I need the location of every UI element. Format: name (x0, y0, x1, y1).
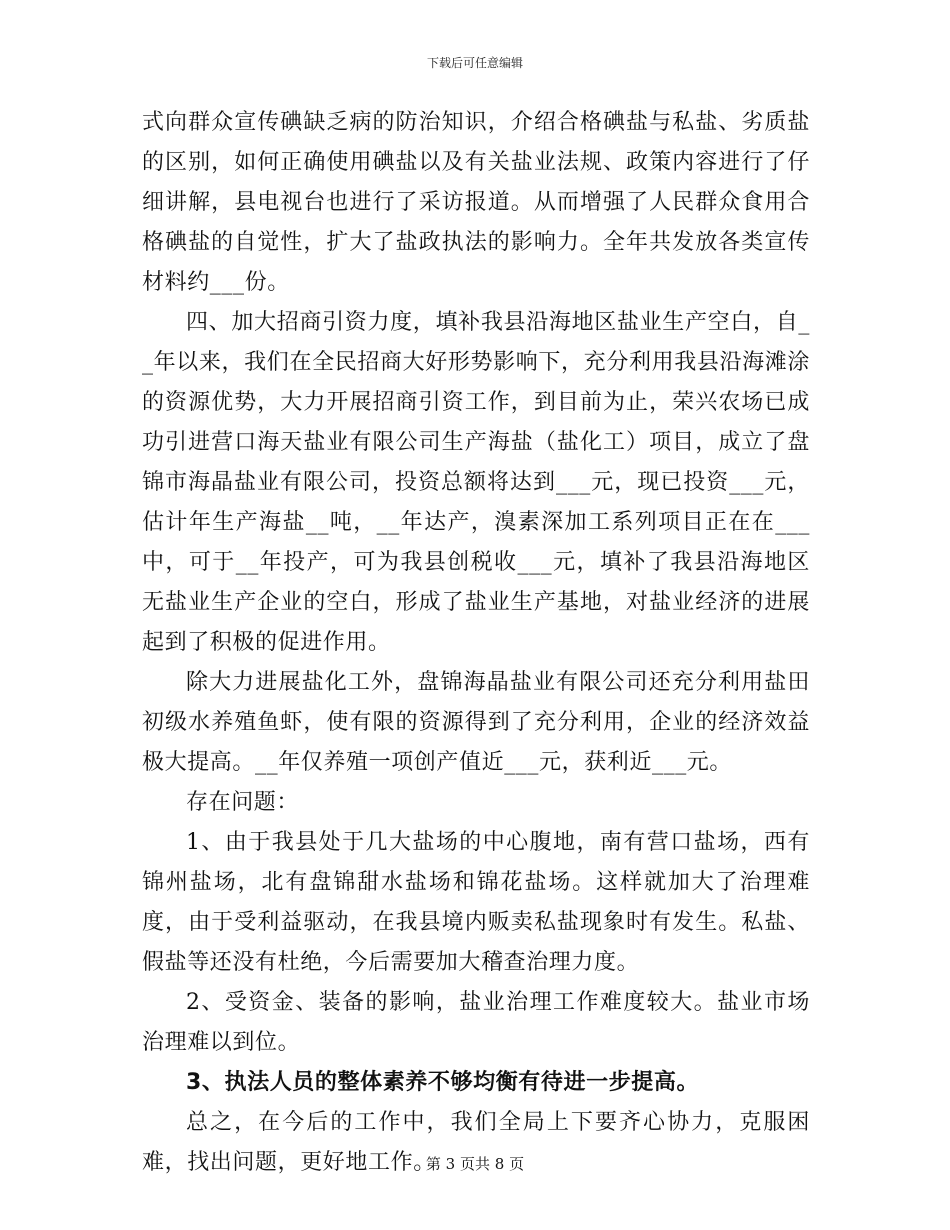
document-body (142, 103, 810, 1183)
page-header: 下载后可任意编辑 (426, 56, 523, 70)
paragraph-section-four: 四、加大招商引资力度，填补我县沿海地区盐业生产空白，自__年以来，我们在全民招商大好形势影响下，充分利用我县沿海滩涂的资源优势，大力开展招商引资工作，到目前为止，荣兴农场已成功引进营口海天盐业有限公司生产海盐（盐化工）项目，成立了盘锦市海晶盐业有限公司，投资总额将达到___元，现已投资___元，估计年生产海盐__吨，__年达产，溴素深加工系列项目正在在___中，可于__年投产，可为我县创税收___元，填补了我县沿海地区无盐业生产企业的空白，形成了盐业生产基地，对盐业经济的进展起到了积极的促进作用。 (142, 310, 810, 655)
page-footer: 第 3 页共 8 页 (425, 1155, 525, 1173)
paragraph-problem-three: 3、执法人员的整体素养不够均衡有待进一步提高。 (186, 1070, 700, 1095)
paragraph-problem-two: 2、受资金、装备的影响，盐业治理工作难度较大。盐业市场治理难以到位。 (142, 990, 810, 1055)
paragraph-conclusion: 总之，在今后的工作中，我们全局上下要齐心协力，克服困难，找出问题，更好地工作。 (142, 1110, 810, 1175)
paragraph-problem-one: 1、由于我县处于几大盐场的中心腹地，南有营口盐场，西有锦州盐场，北有盘锦甜水盐场和锦花盐场。这样就加大了治理难度，由于受利益驱动，在我县境内贩卖私盐现象时有发生。私盐、假盐等还没有杜绝，今后需要加大稽查治理力度。 (142, 830, 810, 975)
paragraph-continued: 式向群众宣传碘缺乏病的防治知识，介绍合格碘盐与私盐、劣质盐的区别，如何正确使用碘盐以及有关盐业法规、政策内容进行了仔细讲解，县电视台也进行了采访报道。从而增强了人民群众食用合格碘盐的自觉性，扩大了盐政执法的影响力。全年共发放各类宣传材料约___份。 (142, 110, 810, 295)
paragraph-problems-heading: 存在问题： (186, 790, 300, 815)
paragraph-aquaculture: 除大力进展盐化工外，盘锦海晶盐业有限公司还充分利用盐田初级水养殖鱼虾，使有限的资源得到了充分利用，企业的经济效益极大提高。__年仅养殖一项创产值近___元，获利近___元。 (142, 670, 810, 775)
